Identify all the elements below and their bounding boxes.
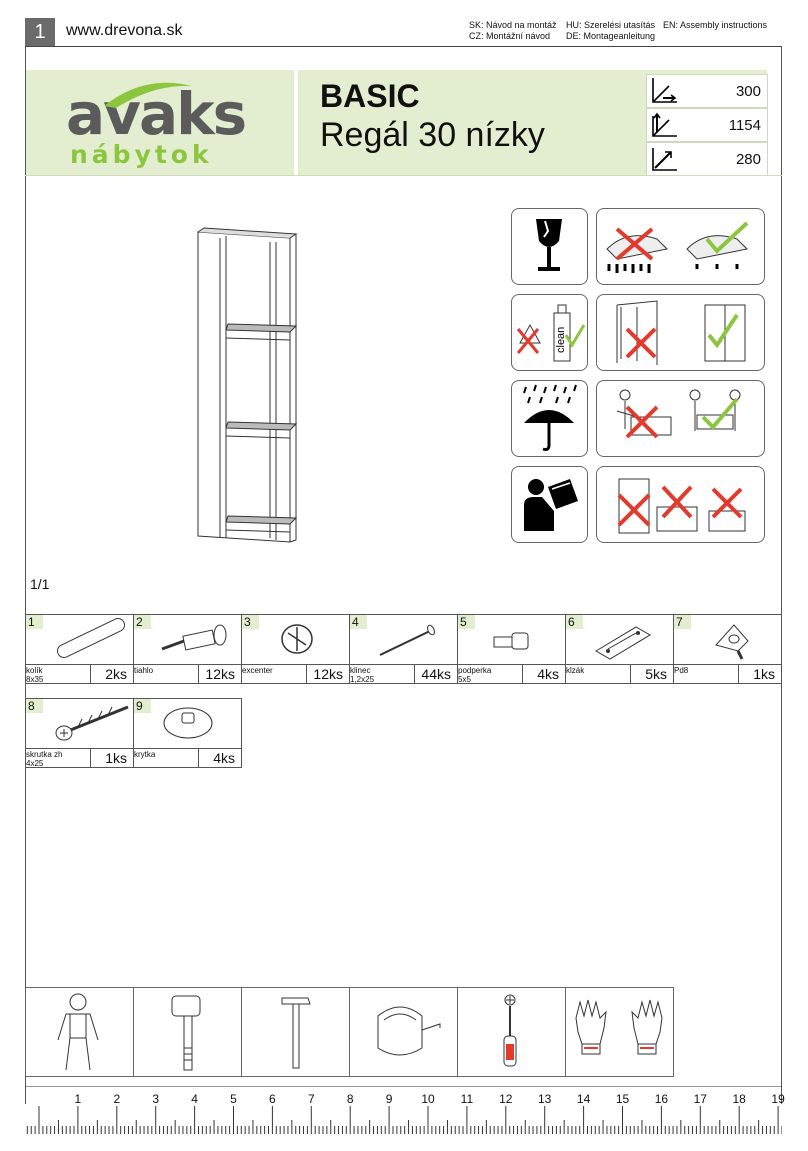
ruler-label: 5	[230, 1092, 237, 1106]
keep-dry-umbrella-icon	[511, 380, 588, 457]
frame-left	[25, 46, 26, 1104]
website-url[interactable]: www.drevona.sk	[66, 22, 183, 39]
part-name: klinec	[350, 666, 371, 675]
ruler-label: 12	[499, 1092, 513, 1106]
ruler-label: 18	[732, 1092, 746, 1106]
part-size: 8x35	[26, 675, 44, 684]
header-divider	[25, 46, 782, 47]
part-size: 4x25	[26, 759, 44, 768]
product-line: BASIC	[320, 78, 420, 114]
part-6	[565, 614, 674, 684]
ruler-label: 17	[693, 1092, 707, 1106]
width-value: 300	[735, 83, 761, 100]
ruler-label: 4	[191, 1092, 198, 1106]
dimension-depth	[646, 142, 768, 176]
brand-tagline: nábytok	[70, 140, 213, 169]
ruler-label: 13	[538, 1092, 552, 1106]
ruler-label: 11	[460, 1092, 474, 1106]
part-3	[241, 614, 350, 684]
two-person-assembly-icon	[596, 380, 765, 457]
tool-person	[25, 987, 134, 1077]
part-qty: 44ks	[421, 666, 451, 682]
ruler-label: 14	[576, 1092, 591, 1106]
dowel-icon	[56, 617, 126, 661]
screw-icon	[52, 701, 132, 745]
ruler-label: 1	[74, 1092, 82, 1106]
part-number: 4	[350, 615, 367, 629]
cam-lock-icon	[272, 619, 322, 659]
lang-de: DE: Montageanleitung	[566, 31, 656, 41]
page-number: 1	[25, 18, 55, 46]
ruler-label: 15	[615, 1092, 630, 1106]
part-number: 2	[134, 615, 151, 629]
shelf-pin-icon	[708, 619, 758, 661]
ruler-label: 6	[269, 1092, 276, 1106]
tool-hammer	[241, 987, 350, 1077]
ruler-label: 19	[771, 1092, 785, 1106]
lang-en: EN: Assembly instructions	[663, 20, 768, 30]
ruler-label: 2	[113, 1092, 121, 1106]
part-name: krytka	[134, 750, 156, 759]
part-number: 3	[242, 615, 259, 629]
part-qty: 12ks	[205, 666, 235, 682]
band-divider	[25, 175, 782, 176]
rubber-mallet-icon	[134, 988, 241, 1076]
part-number: 5	[458, 615, 475, 629]
nail-icon	[370, 619, 440, 661]
ruler-label: 16	[654, 1092, 669, 1106]
dimension-width	[646, 74, 768, 108]
part-qty: 5ks	[645, 666, 667, 682]
part-size: 1,2x25	[350, 675, 375, 684]
glide-pad-icon	[590, 619, 656, 661]
cover-cap-icon	[160, 703, 220, 743]
part-qty: 4ks	[537, 666, 559, 682]
ruler-label: 10	[421, 1092, 435, 1106]
wall-anchor-cabinet-icon	[596, 294, 765, 371]
do-not-stand-icon	[596, 466, 765, 543]
brand-logo: avaks	[66, 80, 246, 148]
part-4	[349, 614, 458, 684]
frame-right	[781, 46, 782, 1104]
part-8	[25, 698, 134, 768]
wipe-dry-cloth-icon	[596, 208, 765, 285]
tape-measure-icon	[350, 988, 457, 1076]
depth-dimension-icon	[649, 144, 679, 174]
tool-screwdriver	[457, 987, 566, 1077]
tool-mallet	[133, 987, 242, 1077]
logo-swoosh-icon	[104, 78, 194, 108]
part-name: podperka	[458, 666, 492, 675]
part-number: 6	[566, 615, 583, 629]
logo-panel	[26, 70, 294, 175]
shelf-drawing	[190, 222, 305, 552]
part-number: 9	[134, 699, 151, 713]
ruler-label: 3	[152, 1092, 160, 1106]
fragile-glass-icon	[511, 208, 588, 285]
part-number: 1	[26, 615, 43, 629]
part-qty: 1ks	[753, 666, 775, 682]
part-qty: 4ks	[213, 750, 235, 766]
part-number: 7	[674, 615, 691, 629]
clean-chemicals-icon	[511, 294, 588, 371]
height-value: 1154	[728, 117, 761, 134]
svg-text:clean: clean	[555, 326, 567, 353]
part-name: klzák	[566, 666, 585, 675]
part-number: 8	[26, 699, 43, 713]
part-1	[25, 614, 134, 684]
part-7	[673, 614, 782, 684]
tool-gloves	[565, 987, 674, 1077]
part-name: kolík	[26, 666, 43, 675]
read-instructions-icon	[511, 466, 588, 543]
part-qty: 12ks	[313, 666, 343, 682]
part-size: 5x5	[458, 675, 471, 684]
part-9	[133, 698, 242, 768]
part-qty: 2ks	[105, 666, 127, 682]
screwdriver-icon	[458, 988, 565, 1076]
part-qty: 1ks	[105, 750, 127, 766]
dimension-height	[646, 108, 768, 142]
ruler	[25, 1086, 785, 1134]
width-dimension-icon	[649, 76, 679, 106]
ruler-label: 8	[346, 1092, 354, 1106]
part-name: skrutka zh	[26, 750, 63, 759]
gloves-icon	[566, 988, 673, 1076]
product-name: Regál 30 nízky	[320, 116, 545, 154]
ruler-label: 7	[307, 1092, 315, 1106]
part-2	[133, 614, 242, 684]
hammer-icon	[242, 988, 349, 1076]
person-icon	[26, 988, 133, 1076]
shelf-support-icon	[488, 621, 538, 659]
part-5	[457, 614, 566, 684]
height-dimension-icon	[649, 110, 679, 140]
part-name: tiahlo	[134, 666, 154, 675]
part-name: excenter	[242, 666, 273, 675]
lang-sk: SK: Návod na montáž	[469, 20, 557, 30]
quantity-fraction: 1/1	[30, 576, 50, 592]
lang-hu: HU: Szerelési utasítás	[566, 20, 656, 30]
tool-tape-measure	[349, 987, 458, 1077]
connecting-bolt-icon	[154, 619, 238, 659]
depth-value: 280	[735, 151, 761, 168]
part-name: Pd8	[674, 666, 689, 675]
lang-cz: CZ: Montážní návod	[469, 31, 551, 41]
ruler-label: 9	[385, 1092, 393, 1106]
